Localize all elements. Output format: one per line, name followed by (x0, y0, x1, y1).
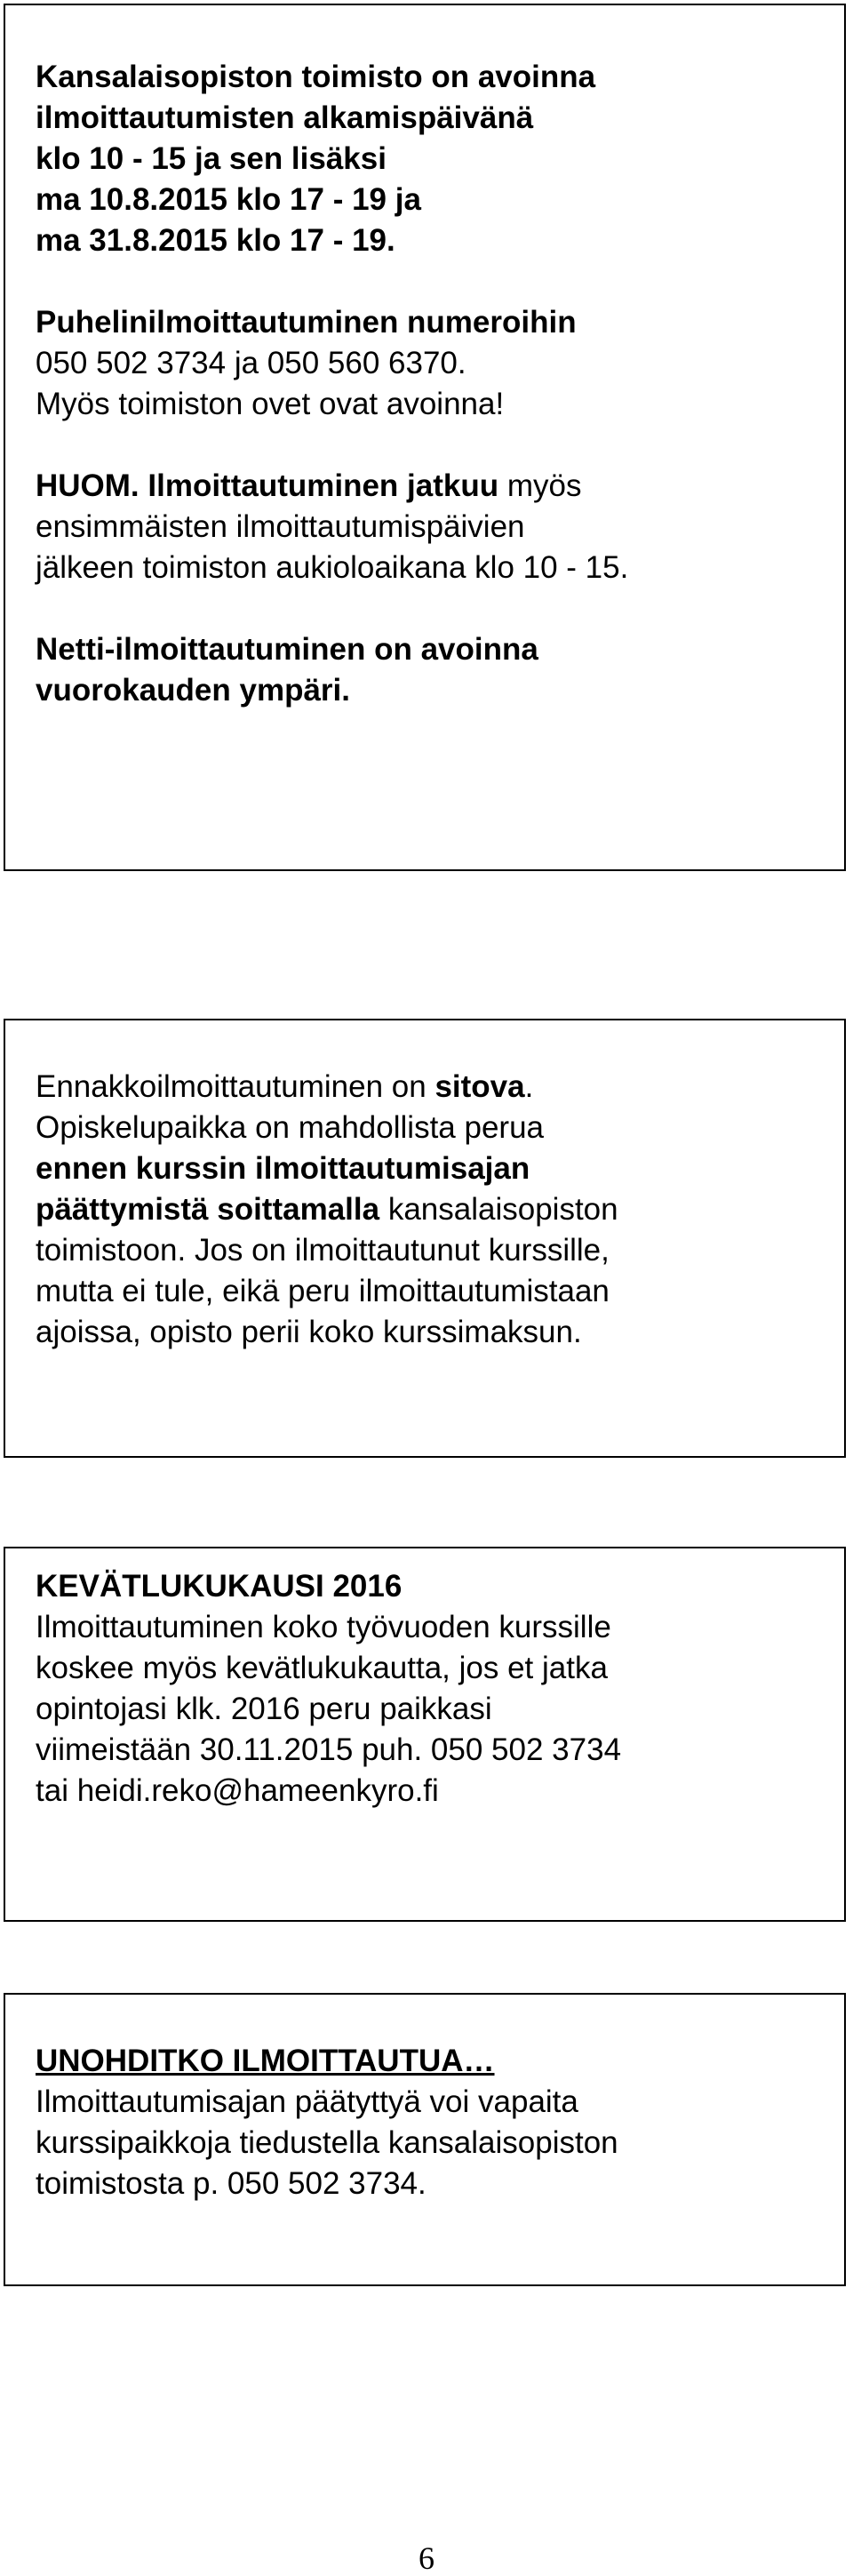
office-hours-line-4: ma 10.8.2015 klo 17 - 19 ja (36, 182, 421, 217)
online-registration-line-2: vuorokauden ympäri. (36, 673, 350, 708)
phone-numbers-line: 050 502 3734 ja 050 560 6370. (36, 346, 466, 380)
page-number: 6 (419, 2540, 434, 2576)
forgot-line-3: toimistosta p. 050 502 3734. (36, 2166, 426, 2201)
office-hours-line-5: ma 31.8.2015 klo 17 - 19. (36, 223, 395, 258)
forgot-line-1: Ilmoittautumisajan päätyttyä voi vapaita (36, 2084, 578, 2119)
binding-line-1 (36, 1067, 844, 1108)
phone-registration-line: Puhelinilmoittautuminen numeroihin (36, 305, 577, 340)
binding-period: . (524, 1069, 534, 1104)
spring-term-box (4, 1547, 846, 1922)
spring-term-line-2: koskee myös kevätlukukautta, jos et jatka (36, 1651, 608, 1685)
binding-line-3: ennen kurssin ilmoittautumisajan (36, 1151, 530, 1186)
office-hours-line-1: Kansalaisopiston toimisto on avoinna (36, 60, 596, 94)
spring-term-line-5: tai heidi.reko@hameenkyro.fi (36, 1773, 439, 1808)
spring-term-line-3: opintojasi klk. 2016 peru paikkasi (36, 1692, 492, 1726)
note-regular-text: myös (498, 468, 582, 503)
spring-term-heading: KEVÄTLUKUKAUSI 2016 (36, 1569, 403, 1604)
online-registration-line-1: Netti-ilmoittautuminen on avoinna (36, 632, 538, 667)
note-line-3: jälkeen toimiston aukioloaikana klo 10 - 15. (36, 550, 629, 585)
forgot-heading: UNOHDITKO ILMOITTAUTUA… (36, 2044, 495, 2078)
binding-line-2: Opiskelupaikka on mahdollista perua (36, 1110, 544, 1145)
office-hours-line-3: klo 10 - 15 ja sen lisäksi (36, 141, 387, 176)
note-bold-text: HUOM. Ilmoittautuminen jatkuu (36, 468, 499, 503)
binding-bold-phrase: päättymistä soittamalla (36, 1192, 380, 1227)
spring-term-line-4: viimeistään 30.11.2015 puh. 050 502 3734 (36, 1732, 622, 1767)
binding-text: Ennakkoilmoittautuminen on (36, 1069, 435, 1104)
binding-line-5: toimistoon. Jos on ilmoittautunut kurssille, (36, 1233, 610, 1268)
binding-regular-phrase: kansalaisopiston (379, 1192, 618, 1227)
forgot-line-2: kurssipaikkoja tiedustella kansalaisopiston (36, 2125, 618, 2160)
office-hours-line-2: ilmoittautumisten alkamispäivänä (36, 100, 534, 135)
office-hours-box (4, 4, 846, 871)
note-line-2: ensimmäisten ilmoittautumispäivien (36, 509, 525, 544)
note-line-1 (36, 466, 844, 507)
binding-line-7: ajoissa, opisto perii koko kurssimaksun. (36, 1315, 582, 1349)
spring-term-line-1: Ilmoittautuminen koko työvuoden kurssille (36, 1610, 611, 1644)
binding-line-4 (36, 1189, 844, 1230)
binding-bold-word: sitova (434, 1069, 525, 1104)
binding-registration-box (4, 1019, 846, 1458)
binding-line-6: mutta ei tule, eikä peru ilmoittautumistaan (36, 1274, 610, 1308)
forgot-to-register-box (4, 1993, 846, 2286)
doors-open-line: Myös toimiston ovet ovat avoinna! (36, 387, 505, 421)
